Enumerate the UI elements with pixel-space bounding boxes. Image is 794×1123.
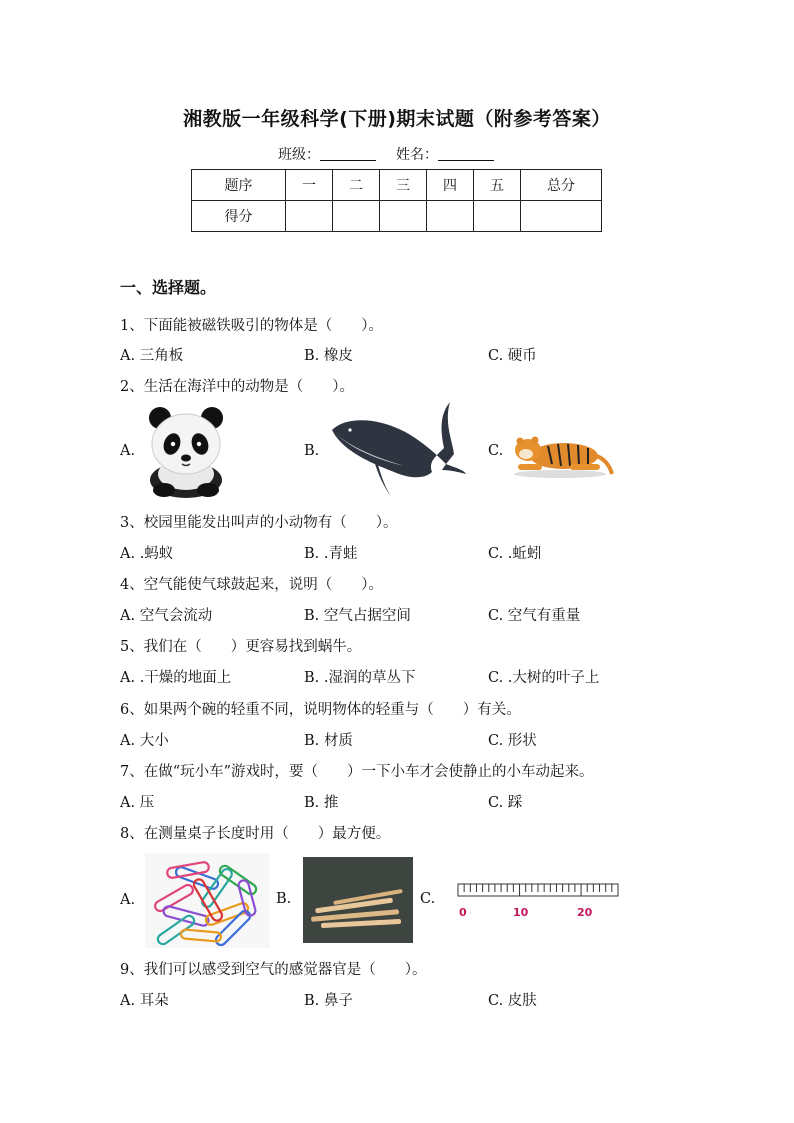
option-c[interactable]: C. 空气有重量 (488, 608, 581, 624)
option-b[interactable]: B. .湿润的草丛下 (304, 670, 416, 686)
score-header-cell: 五 (474, 170, 521, 201)
option-b[interactable]: B. 材质 (304, 733, 353, 749)
tiger-image[interactable] (508, 426, 614, 480)
class-label: 班级： (278, 147, 320, 163)
option-c[interactable]: C. .蚯蚓 (488, 546, 542, 562)
question-4: 4、空气能使气球鼓起来，说明（ ）。 (120, 577, 383, 593)
name-blank[interactable] (438, 146, 494, 161)
option-b[interactable]: B. 鼻子 (304, 993, 353, 1009)
student-info (278, 144, 514, 164)
option-a[interactable]: A. (120, 443, 136, 459)
option-c[interactable]: C. .大树的叶子上 (488, 670, 600, 686)
question-5: 5、我们在（ ）更容易找到蜗牛。 (120, 639, 362, 655)
option-a[interactable]: A. .干燥的地面上 (120, 670, 232, 686)
score-cell[interactable] (380, 201, 427, 232)
score-header-cell: 二 (333, 170, 380, 201)
option-a[interactable]: A. 压 (120, 795, 155, 811)
option-c[interactable]: C. (420, 891, 436, 907)
ruler-image[interactable] (454, 878, 622, 920)
option-a[interactable]: A. (120, 892, 136, 908)
question-1: 1、下面能被磁铁吸引的物体是（ ）。 (120, 318, 383, 334)
name-label: 姓名： (396, 147, 438, 163)
sticks-image[interactable] (303, 857, 413, 943)
question-6: 6、如果两个碗的轻重不同，说明物体的轻重与（ ）有关。 (120, 702, 521, 718)
score-cell[interactable] (427, 201, 474, 232)
option-a[interactable]: A. 耳朵 (120, 993, 169, 1009)
option-b[interactable]: B. 空气占据空间 (304, 608, 411, 624)
score-header-cell: 一 (286, 170, 333, 201)
section-title: 一、选择题。 (120, 278, 217, 297)
ruler-label-20: 20 (577, 906, 593, 919)
option-c[interactable]: C. (488, 443, 504, 459)
score-table-header-row (192, 170, 602, 201)
question-7: 7、在做“玩小车”游戏时，要（ ）一下小车才会使静止的小车动起来。 (120, 764, 594, 780)
whale-image[interactable] (328, 400, 468, 500)
option-c[interactable]: C. 踩 (488, 795, 523, 811)
option-b[interactable]: B. .青蛙 (304, 546, 358, 562)
score-cell[interactable] (474, 201, 521, 232)
option-c[interactable]: C. 硬币 (488, 348, 537, 364)
question-8: 8、在测量桌子长度时用（ ）最方便。 (120, 826, 391, 842)
panda-image[interactable] (142, 404, 230, 498)
score-row-label: 得分 (192, 201, 286, 232)
score-header-cell: 四 (427, 170, 474, 201)
question-9: 9、我们可以感受到空气的感觉器官是（ ）。 (120, 962, 427, 978)
option-a[interactable]: A. 三角板 (120, 348, 184, 364)
option-a[interactable]: A. 空气会流动 (120, 608, 213, 624)
page-title: 湘教版一年级科学(下册)期末试题（附参考答案） (183, 108, 611, 130)
score-cell[interactable] (333, 201, 380, 232)
ruler-label-0: 0 (459, 906, 467, 919)
ruler-label-10: 10 (513, 906, 529, 919)
score-table-score-row (192, 201, 602, 232)
option-c[interactable]: C. 形状 (488, 733, 537, 749)
option-c[interactable]: C. 皮肤 (488, 993, 537, 1009)
score-header-cell: 总分 (521, 170, 602, 201)
option-a[interactable]: A. .蚂蚁 (120, 546, 174, 562)
score-header-cell: 题序 (192, 170, 286, 201)
option-b[interactable]: B. 橡皮 (304, 348, 353, 364)
option-b[interactable]: B. 推 (304, 795, 339, 811)
option-b[interactable]: B. (304, 443, 320, 459)
class-blank[interactable] (320, 146, 376, 161)
question-2: 2、生活在海洋中的动物是（ ）。 (120, 379, 354, 395)
score-cell[interactable] (286, 201, 333, 232)
score-cell[interactable] (521, 201, 602, 232)
question-3: 3、校园里能发出叫声的小动物有（ ）。 (120, 515, 398, 531)
paperclips-image[interactable] (145, 853, 270, 948)
option-b[interactable]: B. (276, 891, 292, 907)
score-header-cell: 三 (380, 170, 427, 201)
score-table (191, 169, 602, 232)
option-a[interactable]: A. 大小 (120, 733, 169, 749)
